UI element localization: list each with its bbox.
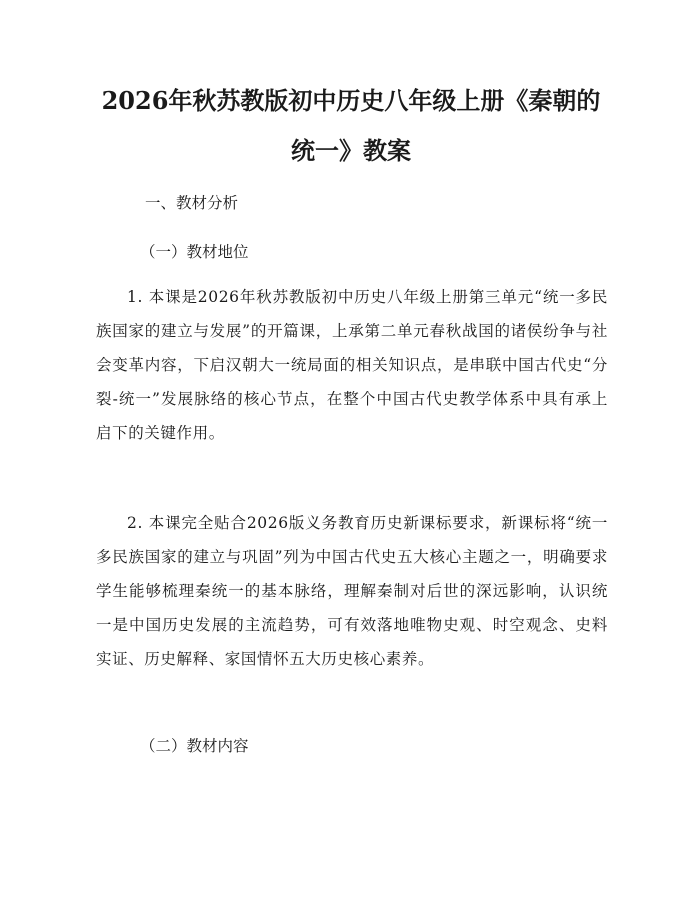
subsection-heading-textbook-content: （二）教材内容 bbox=[140, 737, 249, 755]
paragraph-lesson-position: 1. 本课是2026年秋苏教版初中历史八年级上册第三单元“统一多民族国家的建立与发展”的开篇课，上承第二单元春秋战国的诸侯纷争与社会变革内容，下启汉朝大一统局面的相关知识点，是串联中国古代史“分裂-统一”发展脉络的核心节点，在整个中国古代史教学体系中具有承上启下的关键作用。 bbox=[96, 288, 608, 442]
section-heading-textbook-analysis: 一、教材分析 bbox=[145, 194, 239, 212]
document-title: 2026年秋苏教版初中历史八年级上册《秦朝的统一》教案 bbox=[101, 86, 601, 165]
paragraph-curriculum-standard: 2. 本课完全贴合2026版义务教育历史新课标要求，新课标将“统一多民族国家的建立与巩固”列为中国古代史五大核心主题之一，明确要求学生能够梳理秦统一的基本脉络，理解秦制对后世的深远影响，认识统一是中国历史发展的主流趋势，可有效落地唯物史观、时空观念、史料实证、历史解释、家国情怀五大历史核心素养。 bbox=[96, 514, 608, 668]
subsection-heading-textbook-position: （一）教材地位 bbox=[140, 243, 249, 261]
